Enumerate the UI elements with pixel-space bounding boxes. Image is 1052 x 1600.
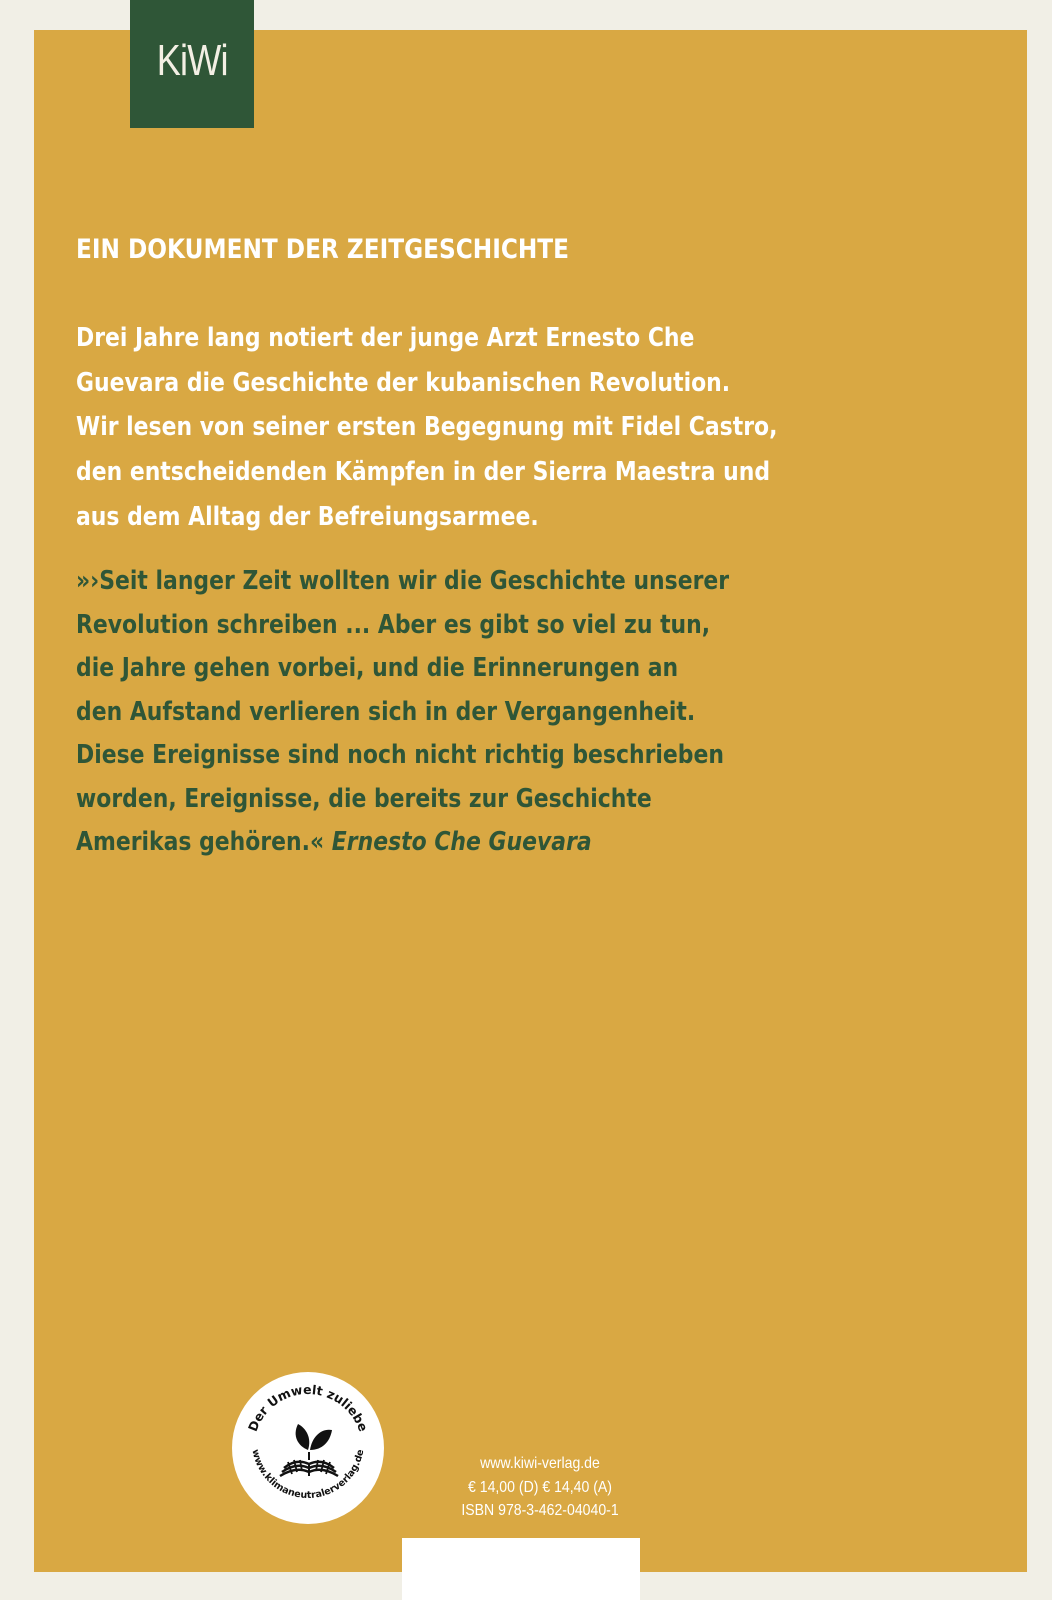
- publisher-logo: [130, 0, 254, 128]
- quote-line-last: [76, 821, 790, 865]
- blurb-text: [76, 316, 790, 540]
- climate-neutral-seal: [232, 1372, 384, 1524]
- quote-line: »›Seit langer Zeit wollten wir die Geschichte unserer: [76, 566, 730, 596]
- quote-line: Revolution schreiben ... Aber es gibt so viel zu tun,: [76, 609, 711, 640]
- barcode-area: [402, 1538, 640, 1600]
- quote-line: den Aufstand verlieren sich in der Vergangenheit.: [76, 696, 696, 727]
- seal-top-text: Der Umwelt zuliebe: [244, 1381, 372, 1434]
- book-info: [430, 1452, 650, 1523]
- publisher-logo-text: KiWi: [156, 36, 228, 85]
- svg-text:Der Umwelt zuliebe: [245, 1382, 371, 1434]
- blurb-line: Guevara die Geschichte der kubanischen Revolution.: [76, 367, 731, 398]
- blurb-line: Drei Jahre lang notiert der junge Arzt Ernesto Che: [76, 323, 695, 353]
- svg-text:www.klimaneutralerverlag.de: [249, 1448, 366, 1501]
- quote-line: Diese Ereignisse sind noch nicht richtig beschrieben: [76, 740, 724, 770]
- quote-last-text: Amerikas gehören.«: [76, 827, 325, 857]
- isbn: ISBN 978-3-462-04040-1: [461, 1502, 619, 1519]
- quote-text: [76, 560, 790, 865]
- quote-line: worden, Ereignisse, die bereits zur Geschichte: [76, 783, 652, 814]
- publisher-website: www.kiwi-verlag.de: [480, 1455, 600, 1472]
- seal-bottom-text: www.klimaneutralerverlag.de: [249, 1448, 367, 1502]
- quote-author: Ernesto Che Guevara: [331, 827, 592, 857]
- leaf-book-icon: [280, 1424, 338, 1476]
- blurb-line: aus dem Alltag der Befreiungsarmee.: [76, 501, 539, 532]
- price: € 14,00 (D) € 14,40 (A): [467, 1478, 612, 1496]
- quote-line: die Jahre gehen vorbei, und die Erinnerungen an: [76, 653, 679, 683]
- blurb-line: den entscheidenden Kämpfen in der Sierra Maestra und: [76, 457, 771, 488]
- blurb-line: Wir lesen von seiner ersten Begegnung mit Fidel Castro,: [76, 412, 778, 443]
- heading: EIN DOKUMENT DER ZEITGESCHICHTE: [76, 234, 570, 265]
